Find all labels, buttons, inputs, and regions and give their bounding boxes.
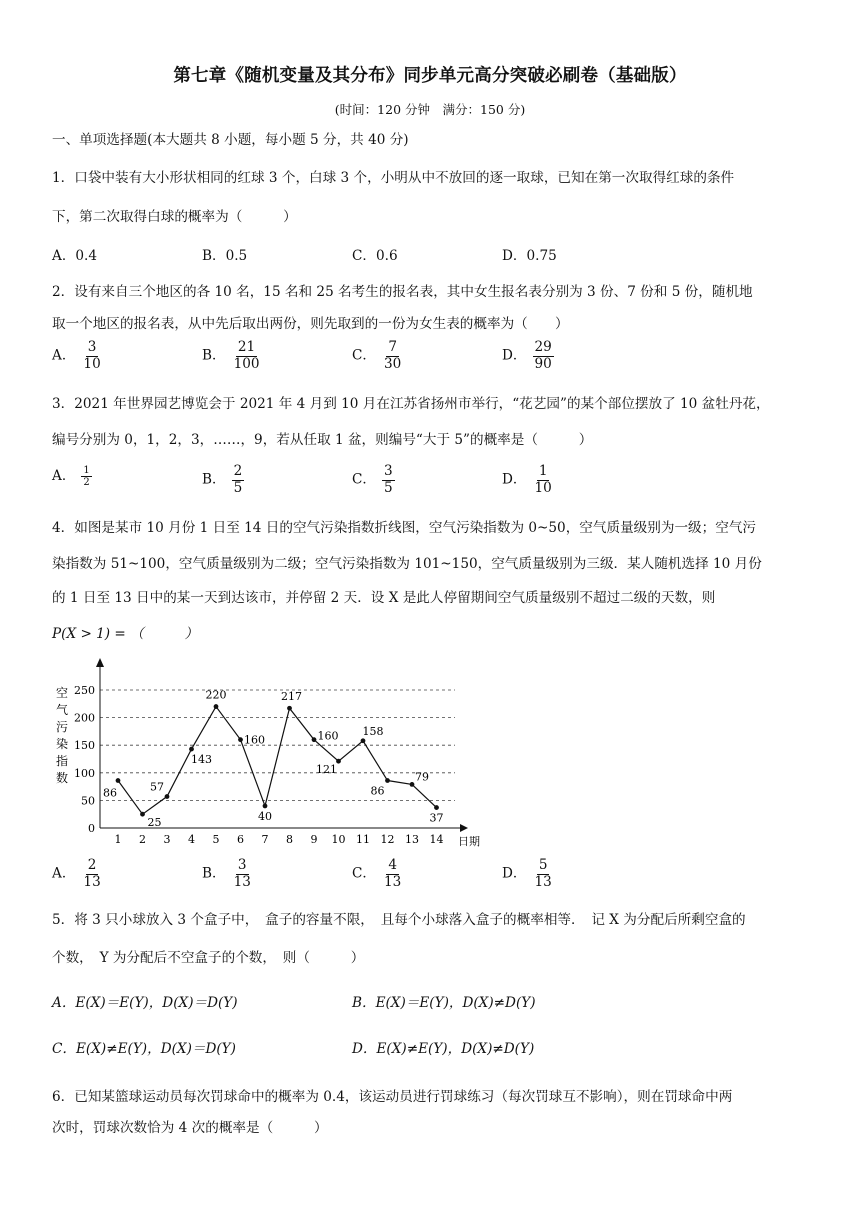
data-point — [238, 737, 243, 742]
x-tick-label: 4 — [188, 833, 195, 846]
q1-option-a[interactable]: A．0.4 — [52, 248, 98, 264]
q2-option-d[interactable] — [502, 340, 554, 372]
q6-stem-line1: 6．已知某篮球运动员每次罚球命中的概率为 0.4，该运动员进行罚球练习（每次罚球互不影响），则在罚球命中两 — [52, 1089, 733, 1105]
x-tick-label: 3 — [163, 833, 171, 846]
y-tick-label: 0 — [88, 822, 95, 835]
data-point — [140, 812, 145, 817]
numerator: 21 — [237, 339, 256, 355]
data-label: 86 — [370, 784, 385, 798]
q4-option-a[interactable] — [52, 858, 103, 890]
data-label: 217 — [281, 690, 302, 704]
section-heading: 一、单项选择题(本大题共 8 小题，每小题 5 分，共 40 分) — [52, 132, 409, 148]
q5-stem-line1: 5．将 3 只小球放入 3 个盒子中， 盒子的容量不限， 且每个小球落入盒子的概率相等． 记 X 为分配后所剩空盒的 — [52, 912, 746, 928]
denominator: 100 — [233, 355, 260, 372]
y-axis-label-char: 数 — [55, 771, 69, 785]
y-axis-label — [56, 685, 68, 785]
numerator: 1 — [83, 464, 90, 476]
option-label: B． — [202, 347, 226, 364]
fraction — [533, 464, 554, 496]
q2-option-a[interactable] — [52, 340, 103, 372]
denominator: 10 — [83, 355, 101, 372]
q1-option-d[interactable]: D．0.75 — [502, 248, 557, 264]
data-label: 158 — [362, 724, 384, 738]
q4-stem-line1: 4．如图是某市 10 月份 1 日至 14 日的空气污染指数折线图，空气污染指数为 0~50，空气质量级别为一级；空气污 — [52, 520, 757, 536]
page-title: 第七章《随机变量及其分布》同步单元高分突破必刷卷（基础版） — [173, 66, 687, 86]
data-label: 57 — [150, 780, 164, 794]
denominator: 5 — [233, 479, 243, 496]
x-tick-label: 5 — [212, 833, 220, 846]
q3-option-a[interactable] — [52, 464, 92, 489]
option-label: D． — [502, 471, 527, 488]
x-tick-label: 13 — [405, 833, 419, 846]
q3-stem-line2: 编号分别为 0，1，2，3，……，9，若从任取 1 盆，则编号“大于 5”的概率是（ ） — [52, 432, 593, 448]
numerator: 4 — [388, 857, 397, 873]
q2-option-c[interactable] — [352, 340, 403, 372]
data-label: 143 — [191, 753, 212, 767]
x-tick-label: 6 — [237, 833, 244, 846]
data-point — [361, 738, 366, 743]
data-label: 160 — [244, 733, 265, 747]
fraction — [81, 465, 91, 489]
q4-option-d[interactable] — [502, 858, 554, 890]
q5-option-c[interactable]: C．E(X)≠E(Y)，D(X)＝D(Y) — [52, 1041, 236, 1057]
data-point — [287, 706, 292, 711]
numerator: 5 — [538, 857, 548, 873]
q3-stem-line1: 3．2021 年世界园艺博览会于 2021 年 4 月到 10 月在江苏省扬州市举行，“花艺园”的某个部位摆放了 10 盆牡丹花， — [52, 396, 770, 412]
exam-info: (时间：120 分钟 满分：150 分) — [334, 102, 526, 117]
y-tick-label: 150 — [74, 739, 95, 753]
option-label: D． — [502, 347, 527, 364]
x-tick-labels — [115, 833, 444, 846]
data-points — [116, 704, 439, 816]
y-axis-label-char: 指 — [55, 754, 69, 768]
q5-option-a[interactable]: A．E(X)＝E(Y)，D(X)＝D(Y) — [52, 995, 238, 1011]
numerator: 1 — [538, 463, 548, 479]
data-point — [434, 805, 439, 810]
q6-stem-line2: 次时，罚球次数恰为 4 次的概率是（ ） — [52, 1120, 328, 1136]
q1-option-b[interactable]: B．0.5 — [202, 248, 248, 264]
q4-stem-line3: 的 1 日至 13 日中的某一天到达该市，并停留 2 天．设 X 是此人停留期间空气质量级别不超过二级的天数，则 — [52, 590, 716, 606]
data-point — [385, 778, 390, 783]
denominator: 13 — [83, 873, 101, 890]
fraction — [232, 340, 262, 372]
fraction — [81, 858, 102, 890]
q4-stem-line4: P(X > 1) = （ ） — [52, 626, 199, 642]
data-label: 160 — [317, 729, 339, 743]
data-label: 86 — [103, 786, 117, 800]
y-tick-label: 250 — [74, 684, 95, 697]
data-point — [263, 804, 268, 809]
data-point — [116, 778, 121, 783]
y-tick-label: 50 — [81, 794, 95, 808]
y-tick-label: 100 — [74, 766, 95, 780]
option-label: D． — [502, 865, 527, 882]
data-point — [312, 737, 317, 742]
fraction — [533, 858, 554, 890]
data-label: 220 — [205, 688, 227, 702]
data-label: 79 — [415, 770, 429, 784]
data-point — [410, 782, 415, 787]
y-axis-label-char: 气 — [55, 703, 69, 717]
data-point — [165, 794, 170, 799]
x-tick-label: 7 — [261, 833, 269, 846]
q1-option-c[interactable]: C．0.6 — [352, 248, 398, 264]
denominator: 90 — [534, 355, 552, 372]
x-tick-label: 8 — [286, 833, 293, 846]
denominator: 2 — [83, 477, 90, 488]
x-tick-label: 14 — [429, 833, 444, 846]
y-tick-labels — [74, 684, 95, 835]
denominator: 13 — [384, 873, 402, 890]
data-label: 121 — [316, 763, 337, 777]
option-label: B． — [202, 471, 226, 488]
q3-option-c[interactable] — [352, 464, 395, 496]
x-tick-label: 11 — [356, 833, 370, 846]
fraction — [232, 464, 245, 496]
q5-option-b[interactable]: B．E(X)＝E(Y)，D(X)≠D(Y) — [352, 995, 536, 1011]
q2-stem-line2: 取一个地区的报名表，从中先后取出两份，则先取到的一份为女生表的概率为（ ） — [52, 316, 569, 332]
x-tick-label: 9 — [310, 833, 318, 846]
q2-stem-line1: 2．设有来自三个地区的各 10 名，15 名和 25 名考生的报名表，其中女生报名表分别为 3 份、7 份和 5 份，随机地 — [52, 284, 753, 300]
data-label: 25 — [147, 816, 162, 830]
air-pollution-line-chart — [50, 655, 490, 850]
data-labels — [103, 689, 444, 830]
numerator: 3 — [237, 857, 247, 873]
denominator: 5 — [384, 479, 393, 496]
y-axis-label-char: 污 — [55, 720, 69, 734]
fraction — [382, 464, 395, 496]
denominator: 10 — [534, 479, 552, 496]
option-label: B． — [202, 865, 226, 882]
data-point — [214, 704, 219, 709]
q3-option-d[interactable] — [502, 464, 554, 496]
denominator: 30 — [384, 355, 402, 372]
fraction — [533, 340, 554, 372]
denominator: 13 — [534, 873, 552, 890]
numerator: 7 — [388, 339, 397, 355]
q1-stem-line2: 下，第二次取得白球的概率为（ ） — [52, 209, 297, 225]
numerator: 3 — [87, 339, 97, 355]
numerator: 2 — [87, 857, 97, 873]
numerator: 3 — [384, 463, 393, 479]
option-label: C． — [352, 471, 376, 488]
denominator: 13 — [233, 873, 251, 890]
x-tick-label: 1 — [114, 833, 122, 846]
option-label: C． — [352, 347, 376, 364]
option-label: A． — [52, 468, 76, 484]
fraction — [232, 858, 253, 890]
q2-option-b[interactable] — [202, 340, 262, 372]
numerator: 2 — [233, 463, 243, 479]
data-label: 37 — [429, 811, 444, 825]
data-point — [189, 747, 194, 752]
data-label: 40 — [258, 809, 272, 823]
x-axis-label: 日期 — [458, 835, 480, 848]
option-label: C． — [352, 865, 376, 882]
x-tick-label: 12 — [380, 833, 395, 846]
q4-option-c[interactable] — [352, 858, 403, 890]
y-axis-arrow-icon — [96, 658, 104, 667]
y-axis-label-char: 空 — [55, 686, 69, 700]
q1-stem-line1: 1．口袋中装有大小形状相同的红球 3 个，白球 3 个，小明从中不放回的逐一取球，已知在第一次取得红球的条件 — [52, 170, 735, 186]
y-tick-label: 200 — [74, 711, 95, 725]
q3-option-b[interactable] — [202, 464, 244, 496]
fraction — [382, 858, 403, 890]
option-label: A． — [52, 865, 76, 882]
numerator: 29 — [534, 339, 552, 355]
x-tick-label: 10 — [331, 833, 346, 846]
q5-stem-line2: 个数， Y 为分配后不空盒子的个数， 则（ ） — [52, 950, 365, 966]
fraction — [81, 340, 102, 372]
x-axis-arrow-icon — [460, 824, 468, 832]
q4-option-b[interactable] — [202, 858, 253, 890]
q5-option-d[interactable]: D．E(X)≠E(Y)，D(X)≠D(Y) — [352, 1041, 535, 1057]
q4-stem-line2: 染指数为 51~100，空气质量级别为二级；空气污染指数为 101~150，空气质量级别为三级．某人随机选择 10 月份 — [52, 556, 762, 572]
y-axis-label-char: 染 — [55, 737, 69, 751]
option-label: A． — [52, 347, 76, 364]
fraction — [382, 340, 403, 372]
x-tick-label: 2 — [139, 833, 146, 846]
